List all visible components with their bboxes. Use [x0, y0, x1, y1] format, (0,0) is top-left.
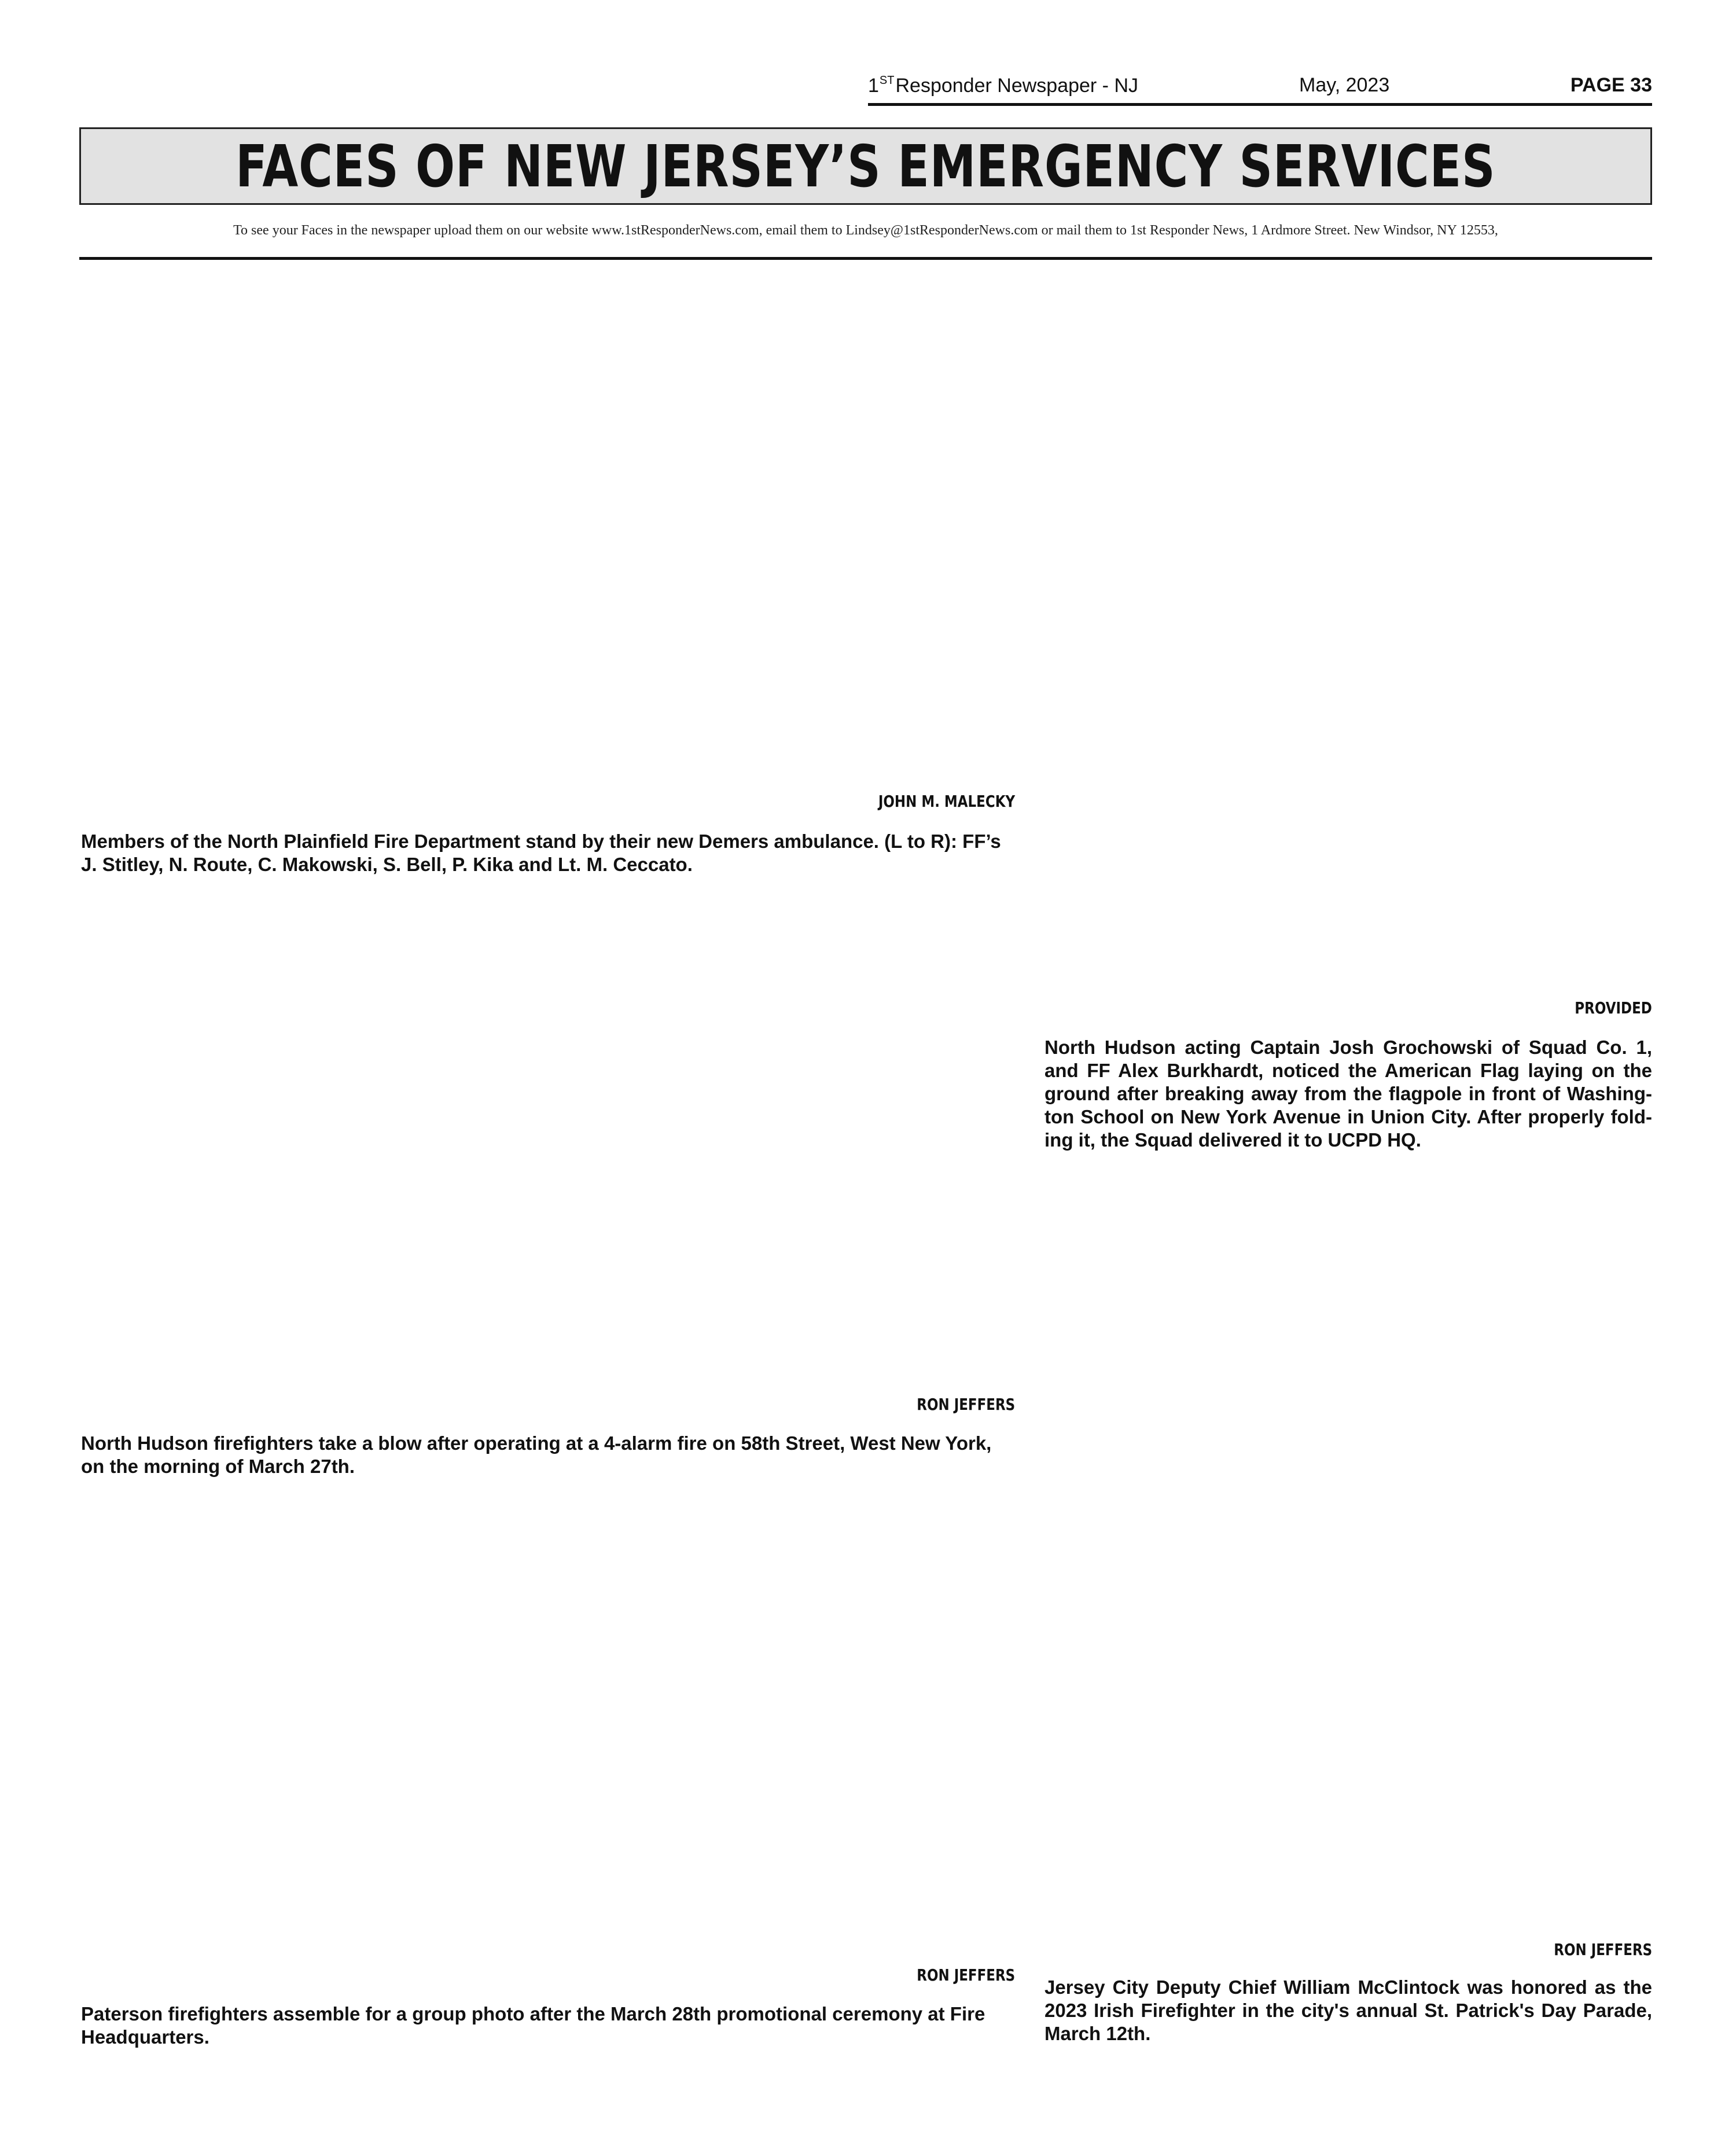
photo-credit: JOHN M. MALECKY	[878, 792, 1015, 811]
section-banner	[79, 127, 1652, 205]
photo-caption: Paterson firefighters assemble for a group photo after the March 28th promotional ceremony at Fire Headquarters.	[81, 2003, 985, 2048]
photo-jersey-city-deputy-chief	[1043, 1163, 1652, 1933]
photo-paterson-firefighters	[79, 1493, 1015, 1956]
submission-note: To see your Faces in the newspaper upload them on our website www.1stResponderNews.com, email them to Lindsey@1stResponderNews.com or mail them to 1st Responder News, 1 Ardmore Street. New Windsor, NY 12553,	[233, 223, 1498, 238]
photo-north-plainfield-ambulance	[79, 272, 1015, 787]
photo-north-hudson-flag	[1043, 272, 1652, 990]
section-rule	[79, 257, 1652, 260]
newspaper-name-suffix: Responder Newspaper - NJ	[895, 75, 1139, 97]
newspaper-name-superscript: ST	[879, 74, 895, 87]
photo-credit: RON JEFFERS	[917, 1965, 1015, 1985]
photo-caption: North Hudson acting Captain Josh Grochowski of Squad Co. 1, and FF Alex Burkhardt, noticed the American Flag laying on the ground after breaking away from the flagpole in front of Washing-ton School on New York Avenue in Union City. After properly fold-ing it, the Squad delivered it to UCPD HQ.	[1044, 1037, 1652, 1151]
photo-caption: Members of the North Plainfield Fire Department stand by their new Demers ambulance. (L to R): FF’s J. Stitley, N. Route, C. Makowski, S. Bell, P. Kika and Lt. M. Ceccato.	[81, 831, 1001, 875]
header-rule	[868, 103, 1652, 106]
photo-north-hudson-firefighters	[79, 891, 1015, 1389]
photo-caption: Jersey City Deputy Chief William McClintock was honored as the 2023 Irish Firefighter in the city's annual St. Patrick's Day Parade, March 12th.	[1044, 1976, 1652, 2044]
photo-caption: North Hudson firefighters take a blow after operating at a 4-alarm fire on 58th Street, West New York, on the morning of March 27th.	[81, 1432, 992, 1477]
section-title: FACES OF NEW JERSEY’S EMERGENCY SERVICES	[236, 132, 1496, 200]
newspaper-name-prefix: 1	[868, 75, 879, 97]
photo-credit: RON JEFFERS	[1554, 1940, 1652, 1959]
photo-credit: RON JEFFERS	[917, 1395, 1015, 1414]
page-number: PAGE 33	[1570, 74, 1652, 96]
newspaper-name	[868, 74, 1138, 97]
issue-date: May, 2023	[1299, 74, 1390, 96]
photo-credit: PROVIDED	[1575, 998, 1652, 1017]
